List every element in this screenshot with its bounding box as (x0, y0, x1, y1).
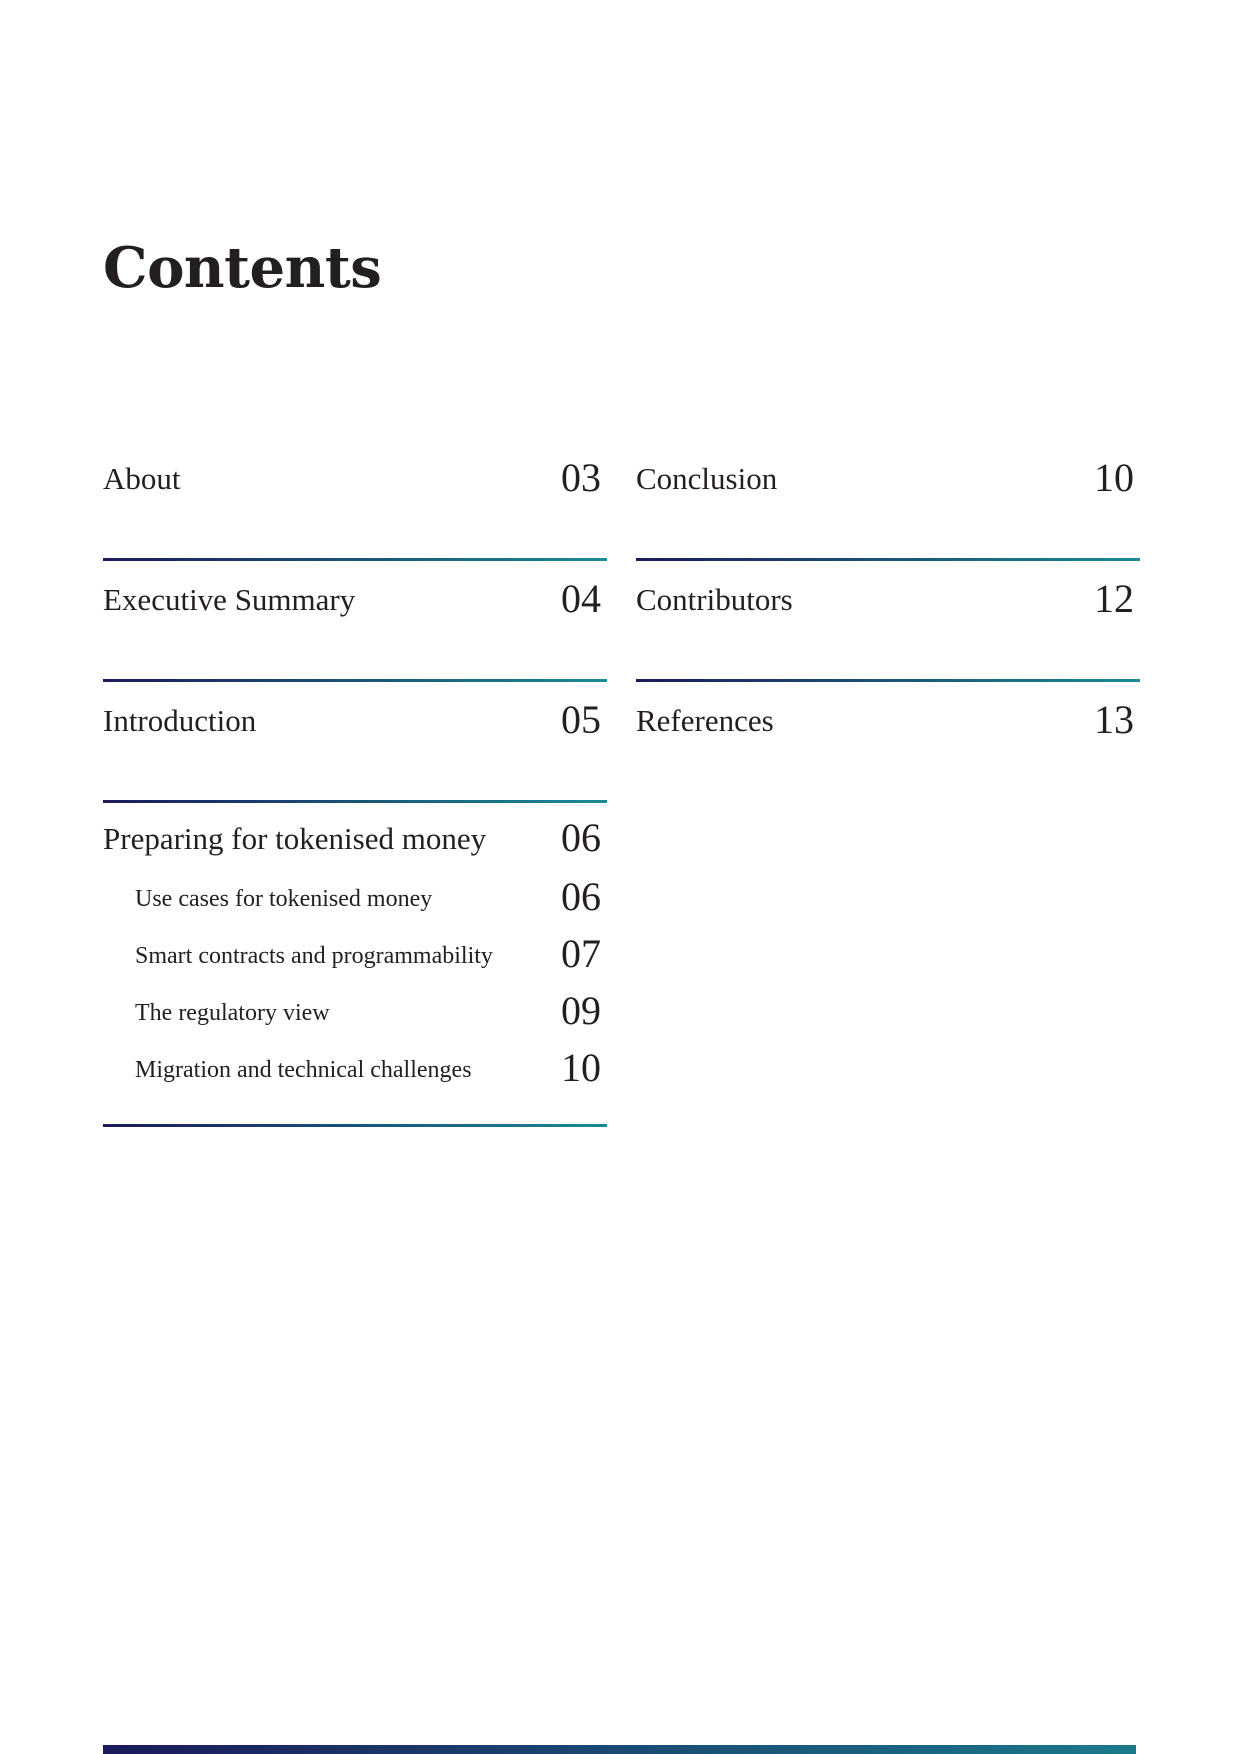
toc-column-right (636, 440, 1140, 803)
toc-entry-references[interactable] (636, 682, 1140, 803)
toc-entry-label: Executive Summary (103, 582, 356, 617)
toc-entry-about[interactable] (103, 440, 607, 561)
toc-entry-page: 03 (561, 455, 601, 500)
toc-subentry-page: 06 (561, 874, 601, 919)
toc-entry-label: References (636, 703, 774, 738)
divider (103, 1124, 607, 1127)
toc-subentry-regulatory-view[interactable] (135, 987, 601, 1044)
toc-subentry-label: Use cases for tokenised money (135, 886, 433, 912)
toc-entry-conclusion[interactable] (636, 440, 1140, 561)
toc-entry-page: 05 (561, 697, 601, 742)
toc-subentry-page: 07 (561, 931, 601, 976)
toc-entry-page: 12 (1094, 576, 1134, 621)
toc-subentry-label: Migration and technical challenges (135, 1057, 472, 1083)
toc-entry-contributors[interactable] (636, 561, 1140, 682)
toc-subentry-smart-contracts[interactable] (135, 930, 601, 987)
toc-entry-introduction[interactable] (103, 682, 607, 803)
toc-column-left (103, 440, 607, 803)
toc-entry-page: 10 (1094, 455, 1134, 500)
toc-subentry-label: The regulatory view (135, 1000, 330, 1026)
toc-entry-label: Introduction (103, 703, 257, 738)
toc-entry-label[interactable]: Preparing for tokenised money (103, 821, 487, 856)
toc-entry-preparing-for-tokenised-money (103, 803, 607, 1127)
toc-entry-label: About (103, 461, 181, 496)
toc-subentry-use-cases[interactable] (135, 873, 601, 930)
toc-entry-page: 04 (561, 576, 601, 621)
toc-entry-executive-summary[interactable] (103, 561, 607, 682)
toc-subentry-label: Smart contracts and programmability (135, 943, 493, 969)
footer-bar (103, 1745, 1136, 1754)
toc-subentry-page: 09 (561, 988, 601, 1033)
page-title: Contents (103, 235, 382, 301)
toc-entry-label: Conclusion (636, 461, 778, 496)
toc-entry-label: Contributors (636, 582, 793, 617)
toc-entry-page: 06 (561, 815, 601, 860)
toc-entry-page: 13 (1094, 697, 1134, 742)
toc-subentry-page: 10 (561, 1045, 601, 1090)
toc-subentry-migration[interactable] (135, 1044, 601, 1101)
